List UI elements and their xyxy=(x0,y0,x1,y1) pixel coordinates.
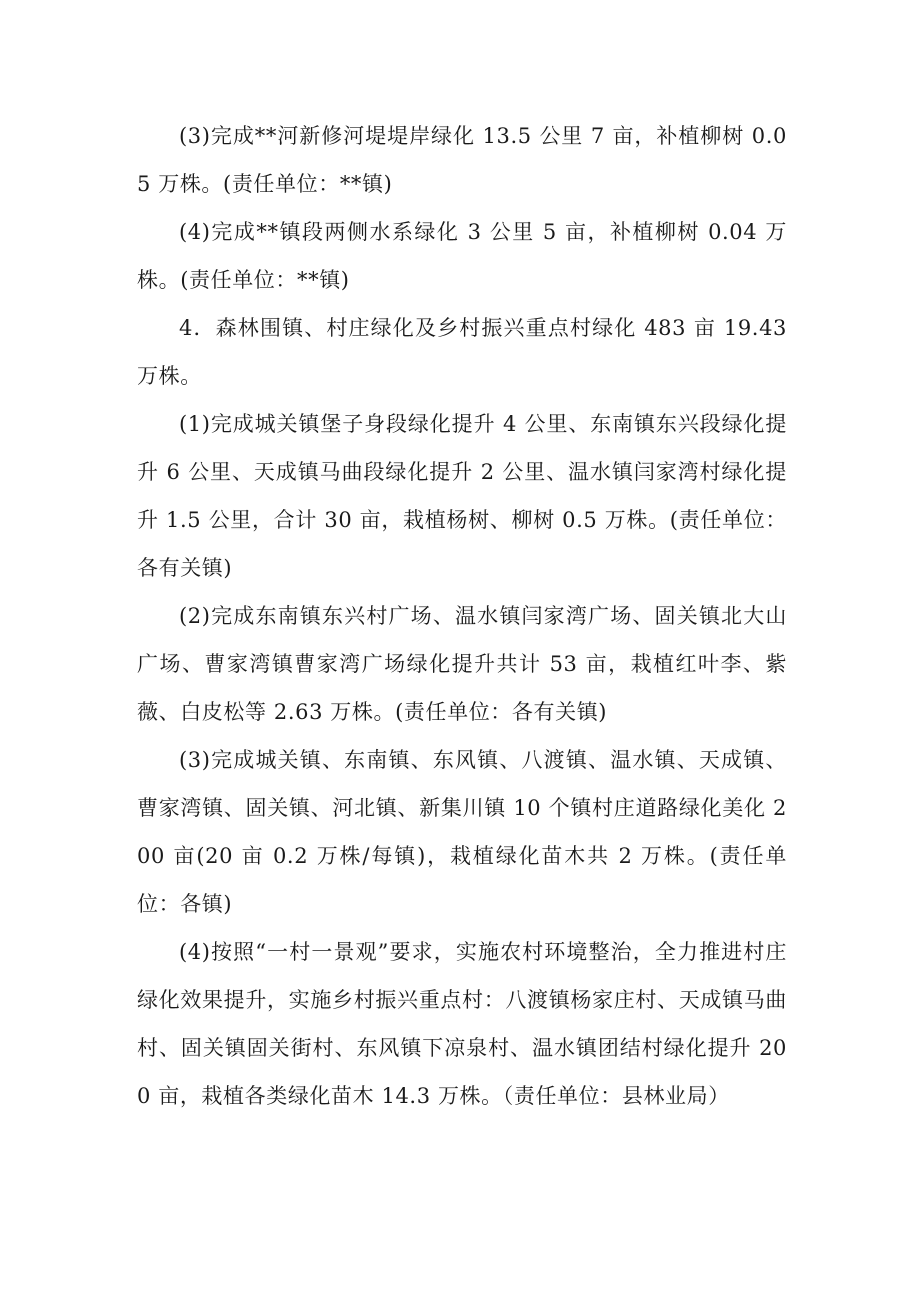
document-body xyxy=(137,112,787,1120)
paragraph-item-4-key-villages: (4)按照“一村一景观”要求，实施农村环境整治，全力推进村庄绿化效果提升，实施乡村振兴重点村：八渡镇杨家庄村、天成镇马曲村、固关镇固关街村、东风镇下凉泉村、温水镇团结村绿化提升 200 亩，栽植各类绿化苗木 14.3 万株。（责任单位：县林业局） xyxy=(137,940,787,1108)
section-heading-4-forest-village-greening: 4．森林围镇、村庄绿化及乡村振兴重点村绿化 483 亩 19.43 万株。 xyxy=(137,316,787,388)
paragraph-item-1-road-segments: (1)完成城关镇堡子身段绿化提升 4 公里、东南镇东兴段绿化提升 6 公里、天成镇马曲段绿化提升 2 公里、温水镇闫家湾村绿化提升 1.5 公里，合计 30 亩，栽植杨树、柳树 0.5 万株。(责任单位：各有关镇) xyxy=(137,412,787,580)
paragraph-item-2-squares: (2)完成东南镇东兴村广场、温水镇闫家湾广场、固关镇北大山广场、曹家湾镇曹家湾广场绿化提升共计 53 亩，栽植红叶李、紫薇、白皮松等 2.63 万株。(责任单位：各有关镇) xyxy=(137,604,787,724)
paragraph-item-4-water-system: (4)完成**镇段两侧水系绿化 3 公里 5 亩，补植柳树 0.04 万株。(责任单位：**镇) xyxy=(137,220,787,292)
paragraph-item-3-riverbank: (3)完成**河新修河堤堤岸绿化 13.5 公里 7 亩，补植柳树 0.05 万株。(责任单位：**镇) xyxy=(137,124,787,196)
paragraph-item-3-village-roads: (3)完成城关镇、东南镇、东风镇、八渡镇、温水镇、天成镇、曹家湾镇、固关镇、河北镇、新集川镇 10 个镇村庄道路绿化美化 200 亩(20 亩 0.2 万株/每镇)，栽植绿化苗木共 2 万株。(责任单位：各镇) xyxy=(137,748,787,916)
